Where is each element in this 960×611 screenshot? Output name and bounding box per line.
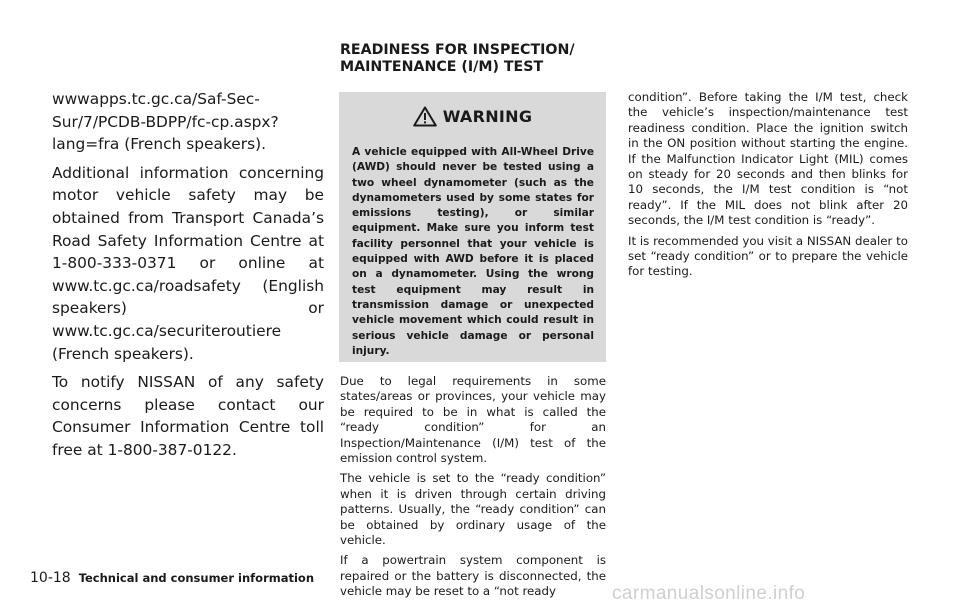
right-paragraph-2: It is recommended you visit a NISSAN dealer to set “ready condition” or to prepare the vehicle for testing. [628, 233, 908, 279]
middle-column [340, 374, 606, 605]
page-number: 10-18 [30, 570, 71, 586]
middle-paragraph-3: If a powertrain system component is repaired or the battery is disconnected, the vehicle may be reset to a “not ready [340, 553, 606, 599]
section-title-line-1: READINESS FOR INSPECTION/ [340, 42, 575, 58]
warning-header [339, 92, 606, 127]
section-title-line-2: MAINTENANCE (I/M) TEST [340, 59, 544, 75]
warning-text: A vehicle equipped with All-Wheel Drive (AWD) should never be tested using a two wheel dynamometer (such as the dynamometers used by some states for emissions testing), or similar equipment. Make sure you inform test facility personnel that your vehicle is equipped with AWD before it is placed on a dynamometer. Using the wrong test equipment may result in transmission damage or unexpected vehicle movement which could result in serious vehicle damage or personal injury. [352, 146, 594, 357]
warning-box [339, 92, 606, 362]
left-paragraph-1: wwwapps.tc.gc.ca/Saf-Sec-Sur/7/PCDB-BDPP/fc-cp.aspx?lang=fra (French speakers). [52, 90, 279, 154]
middle-paragraph-2: The vehicle is set to the “ready condition” when it is driven through certain driving patterns. Usually, the “ready condition” can be obtained by ordinary usage of the vehicle. [340, 471, 606, 548]
footer-section-name: Technical and consumer information [78, 571, 315, 585]
right-paragraph-1: condition”. Before taking the I/M test, check the vehicle’s inspection/maintenance test readiness condition. Place the ignition switch in the ON position without starting the engine. If the Malfunction Indicator Light (MIL) comes on steady for 20 seconds and then blinks for 10 seconds, the I/M test condition is “not ready”. If the MIL does not blink after 20 seconds, the I/M test condition is “ready”. [628, 90, 908, 228]
page-footer [30, 570, 314, 586]
warning-triangle-icon [413, 106, 437, 127]
left-column [52, 88, 324, 468]
middle-paragraph-1: Due to legal requirements in some states/areas or provinces, your vehicle may be required to be in what is called the “ready condition” for an Inspection/Maintenance (I/M) test of the emission control system. [340, 374, 606, 466]
warning-title: WARNING [442, 106, 533, 126]
left-paragraph-3: To notify NISSAN of any safety concerns please contact our Consumer Information Centre toll free at 1-800-387-0122. [52, 373, 324, 459]
watermark: carmanualsonline.info [612, 583, 806, 604]
right-column [628, 90, 908, 285]
section-title [340, 42, 640, 76]
left-paragraph-2: Additional information concerning motor vehicle safety may be obtained from Transport Canada’s Road Safety Information Centre at 1-800-333-0371 or online at www.tc.gc.ca/roadsafety (English speakers) or www.tc.gc.ca/securiteroutiere (French speakers). [52, 163, 324, 363]
